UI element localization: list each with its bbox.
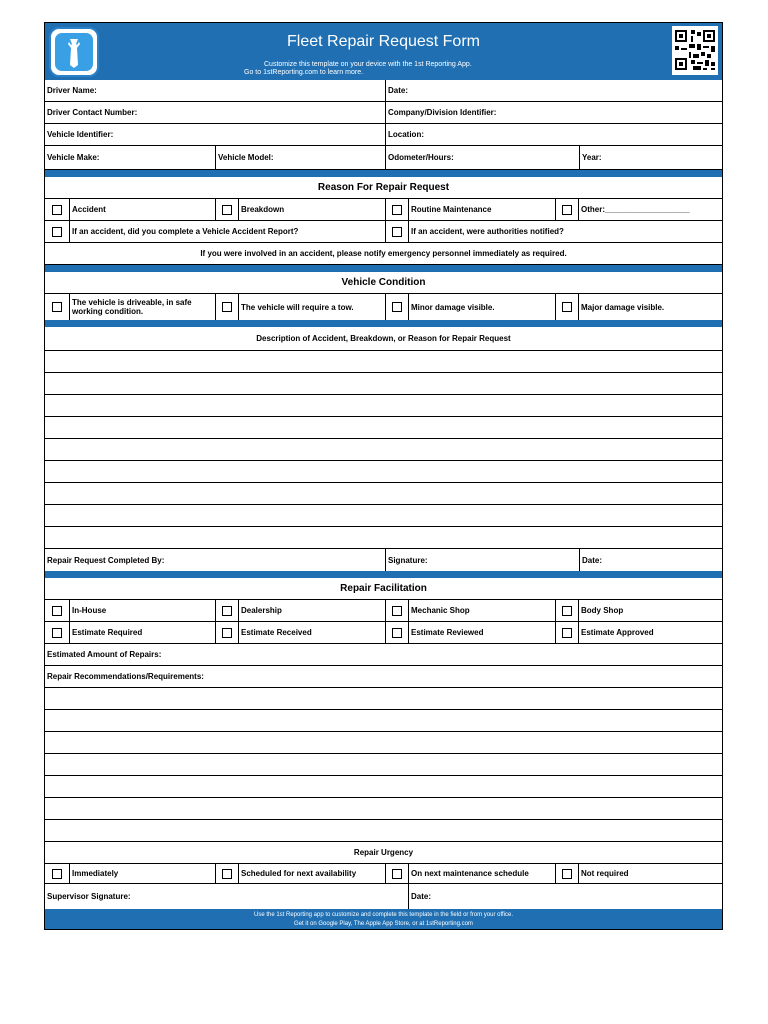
- column-divider: [385, 199, 386, 220]
- other-checkbox[interactable]: [562, 205, 572, 215]
- vehicle-model-field[interactable]: [215, 146, 385, 169]
- supervisor-signature-label: Supervisor Signature:: [47, 892, 131, 901]
- column-divider: [215, 622, 216, 643]
- urgency-section-title: Repair Urgency: [353, 848, 414, 857]
- other-label: Other:___________________: [581, 205, 690, 214]
- footer-line1: Use the 1st Reporting app to customize and complete this template in the field or from your office.: [253, 912, 514, 918]
- next-maintenance-label: On next maintenance schedule: [411, 869, 529, 878]
- facilitation-options-row-1: [45, 600, 722, 622]
- recommendations-line[interactable]: [45, 798, 722, 820]
- driver-contact-field[interactable]: [45, 102, 385, 123]
- condition-header-row: [45, 272, 722, 294]
- description-header-row: [45, 327, 722, 351]
- signature-field[interactable]: [385, 549, 579, 571]
- accident-checkbox[interactable]: [52, 205, 62, 215]
- mechanic-shop-checkbox[interactable]: [392, 606, 402, 616]
- authorities-notified-label: If an accident, were authorities notified?: [411, 227, 564, 236]
- date-field[interactable]: [385, 80, 722, 101]
- facilitation-options-row-2: [45, 622, 722, 644]
- accident-report-checkbox[interactable]: [52, 227, 62, 237]
- facilitation-header-row: [45, 578, 722, 600]
- reason-options-row-2: [45, 221, 722, 243]
- accident-notice-row: [45, 243, 722, 265]
- driveable-checkbox[interactable]: [52, 302, 62, 312]
- mechanic-shop-option: [408, 600, 555, 621]
- reason-header-row: [45, 177, 722, 199]
- description-line[interactable]: [45, 439, 722, 461]
- column-divider: [215, 294, 216, 320]
- accident-report-label: If an accident, did you complete a Vehicle Accident Report?: [72, 227, 299, 236]
- not-required-checkbox[interactable]: [562, 869, 572, 879]
- recommendations-line[interactable]: [45, 754, 722, 776]
- dealership-checkbox[interactable]: [222, 606, 232, 616]
- in-house-label: In-House: [72, 606, 107, 615]
- estimate-reviewed-option: [408, 622, 555, 643]
- recommendations-field[interactable]: [45, 666, 722, 687]
- estimated-amount-label: Estimated Amount of Repairs:: [47, 650, 162, 659]
- dealership-label: Dealership: [241, 606, 282, 615]
- page-title: Fleet Repair Request Form: [287, 33, 480, 50]
- estimate-approved-checkbox[interactable]: [562, 628, 572, 638]
- form-footer: [45, 909, 722, 929]
- driver-name-label: Driver Name:: [47, 86, 97, 95]
- accident-label: Accident: [72, 205, 106, 214]
- driver-contact-row: [45, 102, 722, 124]
- column-divider: [385, 221, 386, 242]
- location-label: Location:: [388, 130, 424, 139]
- driver-name-row: [45, 80, 722, 102]
- vehicle-make-field[interactable]: [45, 146, 215, 169]
- major-damage-option: [578, 294, 722, 320]
- recommendations-line[interactable]: [45, 776, 722, 798]
- estimate-received-checkbox[interactable]: [222, 628, 232, 638]
- vehicle-identifier-label: Vehicle Identifier:: [47, 130, 114, 139]
- estimate-received-option: [238, 622, 385, 643]
- breakdown-checkbox[interactable]: [222, 205, 232, 215]
- vehicle-id-row: [45, 124, 722, 146]
- routine-maintenance-option: [408, 199, 555, 220]
- minor-damage-option: [408, 294, 555, 320]
- header-subtitle-line1: Customize this template on your device with the 1st Reporting App.: [264, 61, 472, 68]
- column-divider: [555, 199, 556, 220]
- section-divider: [45, 170, 722, 177]
- column-divider: [555, 294, 556, 320]
- header-subtitle-line2: Go to 1stReporting.com to learn more.: [244, 69, 364, 76]
- next-maintenance-checkbox[interactable]: [392, 869, 402, 879]
- authorities-notified-option: [408, 221, 722, 242]
- column-divider: [385, 864, 386, 883]
- major-damage-checkbox[interactable]: [562, 302, 572, 312]
- urgency-header-row: [45, 842, 722, 864]
- footer-line2: Get it on Google Play, The Apple App Store, or at 1stReporting.com: [294, 920, 473, 927]
- column-divider: [215, 600, 216, 621]
- vehicle-model-label: Vehicle Model:: [218, 153, 274, 162]
- column-divider: [555, 622, 556, 643]
- body-shop-label: Body Shop: [581, 606, 624, 615]
- column-divider: [385, 294, 386, 320]
- condition-options-row: [45, 294, 722, 320]
- estimate-reviewed-label: Estimate Reviewed: [411, 628, 484, 637]
- year-field[interactable]: [579, 146, 722, 169]
- driver-name-field[interactable]: [45, 80, 385, 101]
- completed-by-label: Repair Request Completed By:: [47, 555, 165, 565]
- immediately-option: [69, 864, 215, 883]
- description-line[interactable]: [45, 461, 722, 483]
- estimate-reviewed-checkbox[interactable]: [392, 628, 402, 638]
- body-shop-option: [578, 600, 722, 621]
- minor-damage-checkbox[interactable]: [392, 302, 402, 312]
- signature-label: Signature:: [388, 555, 428, 565]
- reason-options-row-1: [45, 199, 722, 221]
- estimate-approved-option: [578, 622, 722, 643]
- estimated-amount-row: [45, 644, 722, 666]
- scheduled-label: Scheduled for next availability: [241, 869, 357, 878]
- description-line[interactable]: [45, 527, 722, 549]
- qr-code-icon: [672, 26, 718, 75]
- next-maintenance-option: [408, 864, 555, 883]
- completed-date-field[interactable]: [579, 549, 722, 571]
- breakdown-label: Breakdown: [241, 205, 285, 214]
- column-divider: [385, 600, 386, 621]
- authorities-notified-checkbox[interactable]: [392, 227, 402, 237]
- company-division-field[interactable]: [385, 102, 722, 123]
- column-divider: [555, 864, 556, 883]
- not-required-option: [578, 864, 722, 883]
- accident-option: [69, 199, 215, 220]
- recommendations-line[interactable]: [45, 820, 722, 842]
- driver-contact-label: Driver Contact Number:: [47, 108, 138, 117]
- urgency-options-row: [45, 864, 722, 884]
- condition-section-title: Vehicle Condition: [341, 277, 426, 288]
- in-house-option: [69, 600, 215, 621]
- section-divider: [45, 265, 722, 272]
- completed-by-field[interactable]: [45, 549, 385, 571]
- completed-by-row: [45, 549, 722, 571]
- estimated-amount-field[interactable]: [45, 644, 722, 665]
- column-divider: [215, 199, 216, 220]
- recommendations-label: Repair Recommendations/Requirements:: [47, 672, 204, 681]
- scheduled-checkbox[interactable]: [222, 869, 232, 879]
- scheduled-option: [238, 864, 385, 883]
- description-line[interactable]: [45, 505, 722, 527]
- tow-label: The vehicle will require a tow.: [241, 302, 354, 312]
- description-section-title: Description of Accident, Breakdown, or Reason for Repair Request: [256, 334, 511, 343]
- minor-damage-label: Minor damage visible.: [411, 302, 495, 312]
- supervisor-signature-field[interactable]: [45, 884, 408, 909]
- location-field[interactable]: [385, 124, 722, 145]
- routine-maintenance-checkbox[interactable]: [392, 205, 402, 215]
- in-house-checkbox[interactable]: [52, 606, 62, 616]
- fleet-repair-form: [44, 22, 723, 930]
- description-line[interactable]: [45, 417, 722, 439]
- not-required-label: Not required: [581, 869, 629, 878]
- breakdown-option: [238, 199, 385, 220]
- column-divider: [555, 600, 556, 621]
- accident-notice: If you were involved in an accident, please notify emergency personnel immediately as required.: [200, 249, 567, 258]
- body-shop-checkbox[interactable]: [562, 606, 572, 616]
- supervisor-row: [45, 884, 722, 909]
- supervisor-date-field[interactable]: [408, 884, 722, 909]
- section-divider: [45, 320, 722, 327]
- other-option[interactable]: [578, 199, 722, 220]
- completed-date-label: Date:: [582, 555, 603, 565]
- vehicle-make-row: [45, 146, 722, 170]
- reason-section-title: Reason For Repair Request: [317, 182, 450, 193]
- immediately-label: Immediately: [72, 869, 119, 878]
- recommendations-row: [45, 666, 722, 688]
- recommendations-line[interactable]: [45, 710, 722, 732]
- estimate-received-label: Estimate Received: [241, 628, 312, 637]
- driveable-option: [69, 294, 215, 320]
- driveable-label: The vehicle is driveable, in safe working condition.: [72, 298, 192, 316]
- estimate-approved-label: Estimate Approved: [581, 628, 654, 637]
- section-divider: [45, 571, 722, 578]
- odometer-label: Odometer/Hours:: [388, 153, 454, 162]
- vehicle-identifier-field[interactable]: [45, 124, 385, 145]
- estimate-required-option: [69, 622, 215, 643]
- estimate-required-checkbox[interactable]: [52, 628, 62, 638]
- supervisor-date-label: Date:: [411, 892, 432, 901]
- routine-maintenance-label: Routine Maintenance: [411, 205, 492, 214]
- tow-checkbox[interactable]: [222, 302, 232, 312]
- recommendations-line[interactable]: [45, 688, 722, 710]
- odometer-field[interactable]: [385, 146, 579, 169]
- estimate-required-label: Estimate Required: [72, 628, 143, 637]
- description-line[interactable]: [45, 373, 722, 395]
- recommendations-line[interactable]: [45, 732, 722, 754]
- facilitation-section-title: Repair Facilitation: [340, 583, 427, 594]
- company-division-label: Company/Division Identifier:: [388, 108, 497, 117]
- description-line[interactable]: [45, 395, 722, 417]
- accident-report-option: [69, 221, 385, 242]
- major-damage-label: Major damage visible.: [581, 302, 665, 312]
- column-divider: [385, 622, 386, 643]
- dealership-option: [238, 600, 385, 621]
- column-divider: [215, 864, 216, 883]
- form-header: [45, 23, 722, 80]
- tow-option: [238, 294, 385, 320]
- description-line[interactable]: [45, 483, 722, 505]
- year-label: Year:: [582, 153, 602, 162]
- date-label: Date:: [388, 86, 409, 95]
- vehicle-make-label: Vehicle Make:: [47, 153, 100, 162]
- mechanic-shop-label: Mechanic Shop: [411, 606, 470, 615]
- immediately-checkbox[interactable]: [52, 869, 62, 879]
- description-line[interactable]: [45, 351, 722, 373]
